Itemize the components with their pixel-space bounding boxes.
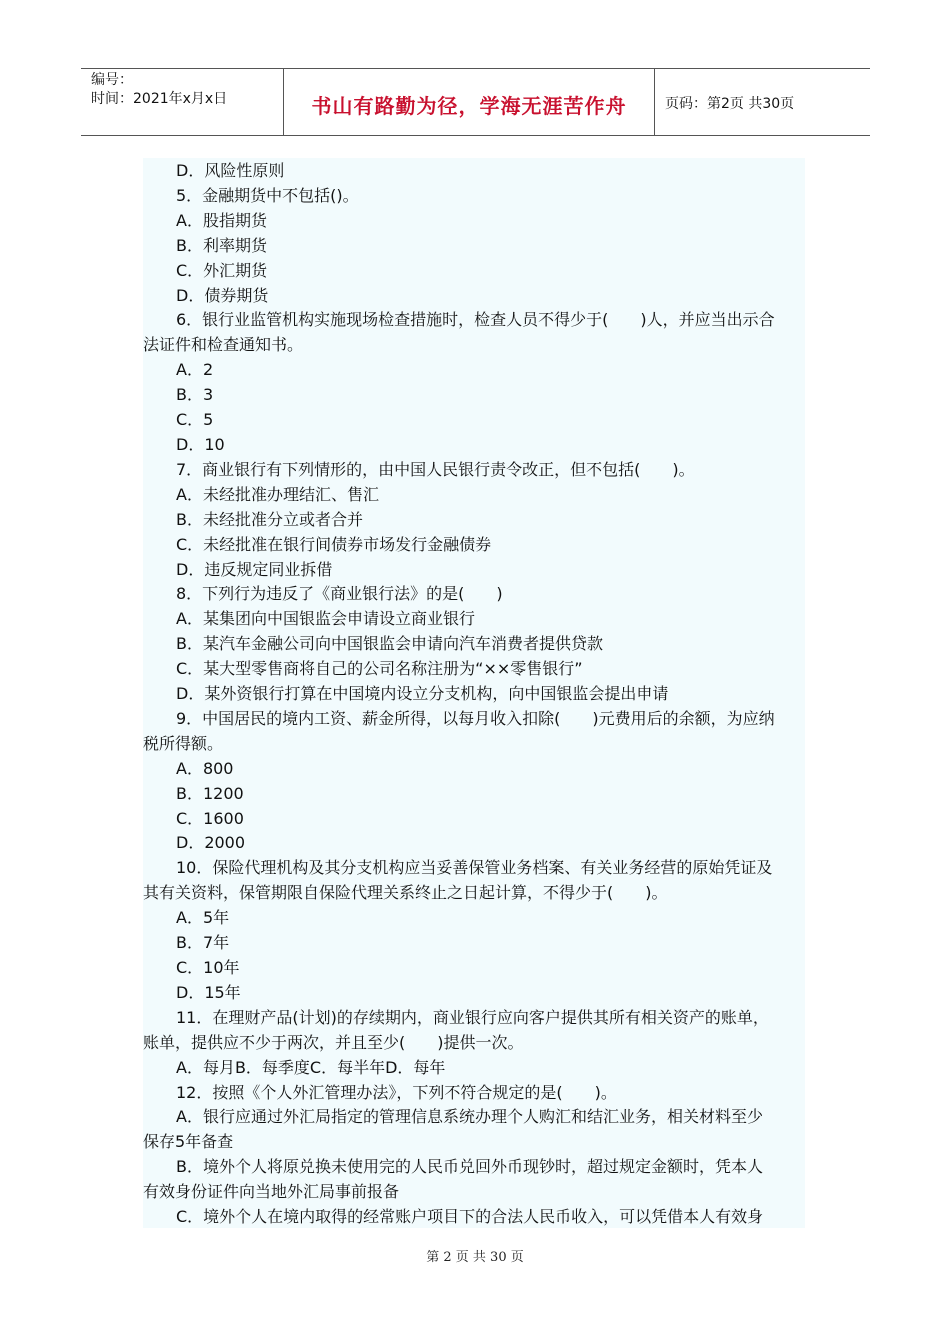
text-line: 12．按照《个人外汇管理办法》，下列不符合规定的是( )。 bbox=[176, 1082, 617, 1102]
page-footer: 第 2 页 共 30 页 bbox=[426, 1250, 524, 1265]
text-line: A．银行应通过外汇局指定的管理信息系统办理个人购汇和结汇业务，相关材料至少 bbox=[176, 1107, 763, 1127]
text-line: 7．商业银行有下列情形的，由中国人民银行责令改正，但不包括( )。 bbox=[176, 459, 695, 479]
text-line: 有效身份证件向当地外汇局事前报备 bbox=[143, 1182, 400, 1202]
text-line: 11．在理财产品(计划)的存续期内，商业银行应向客户提供其所有相关资产的账单， bbox=[176, 1007, 769, 1027]
header-motto: 书山有路勤为径，学海无涯苦作舟 bbox=[283, 69, 655, 135]
text-line: C．外汇期货 bbox=[176, 260, 268, 280]
number-label: 编号： bbox=[91, 72, 133, 88]
text-line: C．某大型零售商将自己的公司名称注册为“××零售银行” bbox=[176, 659, 583, 679]
text-line: A．每月B．每季度C．每半年D．每年 bbox=[176, 1057, 446, 1077]
text-line: A．2 bbox=[176, 360, 214, 380]
text-line: 保存5年备查 bbox=[143, 1132, 234, 1152]
text-line: A．800 bbox=[176, 758, 234, 778]
text-line: B．7年 bbox=[176, 933, 230, 953]
text-line: A．5年 bbox=[176, 908, 230, 928]
text-line: D．某外资银行打算在中国境内设立分支机构，向中国银监会提出申请 bbox=[176, 684, 669, 704]
text-line: C．境外个人在境内取得的经常账户项目下的合法人民币收入，可以凭借本人有效身 bbox=[176, 1207, 764, 1227]
text-line: C．5 bbox=[176, 410, 214, 430]
text-line: C．1600 bbox=[176, 808, 244, 828]
text-line: D．风险性原则 bbox=[176, 161, 285, 180]
text-line: A．未经批准办理结汇、售汇 bbox=[176, 484, 379, 504]
text-line: D．2000 bbox=[176, 833, 246, 853]
text-line: 10．保险代理机构及其分支机构应当妥善保管业务档案、有关业务经营的原始凭证及 bbox=[176, 858, 773, 878]
text-line: 法证件和检查通知书。 bbox=[143, 335, 304, 355]
text-line: C．10年 bbox=[176, 958, 240, 977]
header-meta bbox=[81, 69, 283, 135]
text-line: A．某集团向中国银监会申请设立商业银行 bbox=[176, 609, 475, 629]
text-line: 9．中国居民的境内工资、薪金所得，以每月收入扣除( )元费用后的余额，为应纳 bbox=[176, 708, 775, 728]
text-line: 6．银行业监管机构实施现场检查措施时，检查人员不得少于( )人，并应当出示合 bbox=[176, 310, 775, 330]
time-label: 时间：2021年x月x日 bbox=[91, 91, 228, 107]
document-body bbox=[143, 158, 805, 1228]
text-line: B．某汽车金融公司向中国银监会申请向汽车消费者提供贷款 bbox=[176, 634, 603, 654]
text-line: D．15年 bbox=[176, 982, 241, 1002]
text-line: B．未经批准分立或者合并 bbox=[176, 509, 363, 529]
text-line: 8．下列行为违反了《商业银行法》的是( ) bbox=[176, 584, 503, 604]
text-line: 其有关资料，保管期限自保险代理关系终止之日起计算，不得少于( )。 bbox=[143, 883, 668, 903]
text-line: D．10 bbox=[176, 434, 225, 454]
text-line: 账单，提供应不少于两次，并且至少( )提供一次。 bbox=[143, 1032, 524, 1052]
text-line: 5．金融期货中不包括()。 bbox=[176, 185, 359, 205]
text-line: D．违反规定同业拆借 bbox=[176, 559, 333, 579]
text-line: B．利率期货 bbox=[176, 235, 267, 255]
header-page-code: 页码：第2页 共30页 bbox=[665, 96, 795, 112]
text-line: D．债券期货 bbox=[176, 285, 269, 305]
text-line: B．1200 bbox=[176, 783, 244, 803]
text-line: A．股指期货 bbox=[176, 210, 267, 230]
text-line: B．3 bbox=[176, 385, 214, 405]
text-line: B．境外个人将原兑换未使用完的人民币兑回外币现钞时，超过规定金额时，凭本人 bbox=[176, 1157, 763, 1177]
document-header bbox=[81, 68, 870, 136]
text-line: C．未经批准在银行间债券市场发行金融债券 bbox=[176, 534, 492, 554]
text-line: 税所得额。 bbox=[143, 733, 224, 753]
